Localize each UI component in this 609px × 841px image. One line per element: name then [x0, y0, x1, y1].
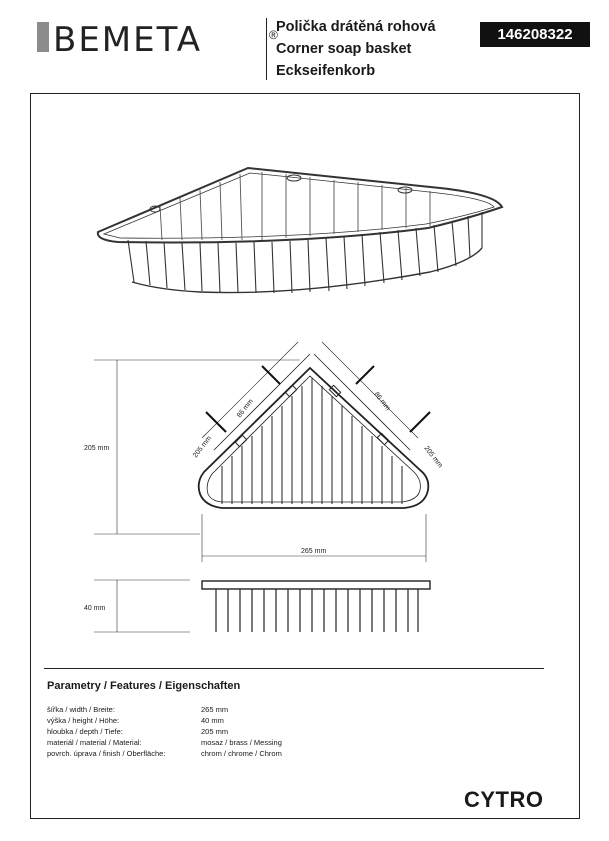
title-cz: Polička drátěná rohová: [276, 19, 436, 35]
param-row: [47, 704, 347, 715]
params-list: [47, 704, 347, 759]
param-value: chrom / chrome / Chrom: [201, 749, 282, 758]
depth-dimension-label: 40 mm: [84, 605, 106, 612]
param-value: mosaz / brass / Messing: [201, 738, 282, 747]
side-right-label: 205 mm: [422, 444, 444, 470]
param-label: materiál / material / Material:: [47, 738, 142, 747]
param-label: povrch. úprava / finish / Oberfläche:: [47, 749, 166, 758]
param-row: [47, 737, 347, 748]
param-value: 40 mm: [201, 716, 224, 725]
title-en: Corner soap basket: [276, 41, 412, 57]
basket-illustration: [98, 168, 502, 293]
side-left-label: 205 mm: [192, 434, 214, 460]
side-view: [202, 581, 430, 632]
top-view: [199, 342, 429, 508]
registered-mark: ®: [269, 28, 278, 42]
brand-name: BEMETA: [53, 20, 203, 60]
product-series-name: CYTRO: [464, 787, 544, 812]
param-value: 265 mm: [201, 705, 229, 714]
param-label: šířka / width / Breite:: [47, 705, 115, 714]
product-code-badge: 146208322: [480, 22, 590, 47]
height-dimension-label: 205 mm: [84, 445, 110, 452]
param-row: [47, 748, 347, 759]
params-title: Parametry / Features / Eigenschaften: [47, 680, 241, 692]
param-label: výška / height / Höhe:: [47, 716, 120, 725]
mount-left-label: 86 mm: [236, 398, 255, 420]
param-label: hloubka / depth / Tiefe:: [47, 727, 123, 736]
params-divider: [44, 668, 544, 669]
param-row: [47, 726, 347, 737]
param-value: 205 mm: [201, 727, 229, 736]
mount-right-label: 86 mm: [372, 390, 392, 413]
param-row: [47, 715, 347, 726]
dimension-lines: [94, 360, 426, 632]
title-de: Eckseifenkorb: [276, 63, 376, 79]
width-dimension-label: 265 mm: [301, 548, 327, 555]
